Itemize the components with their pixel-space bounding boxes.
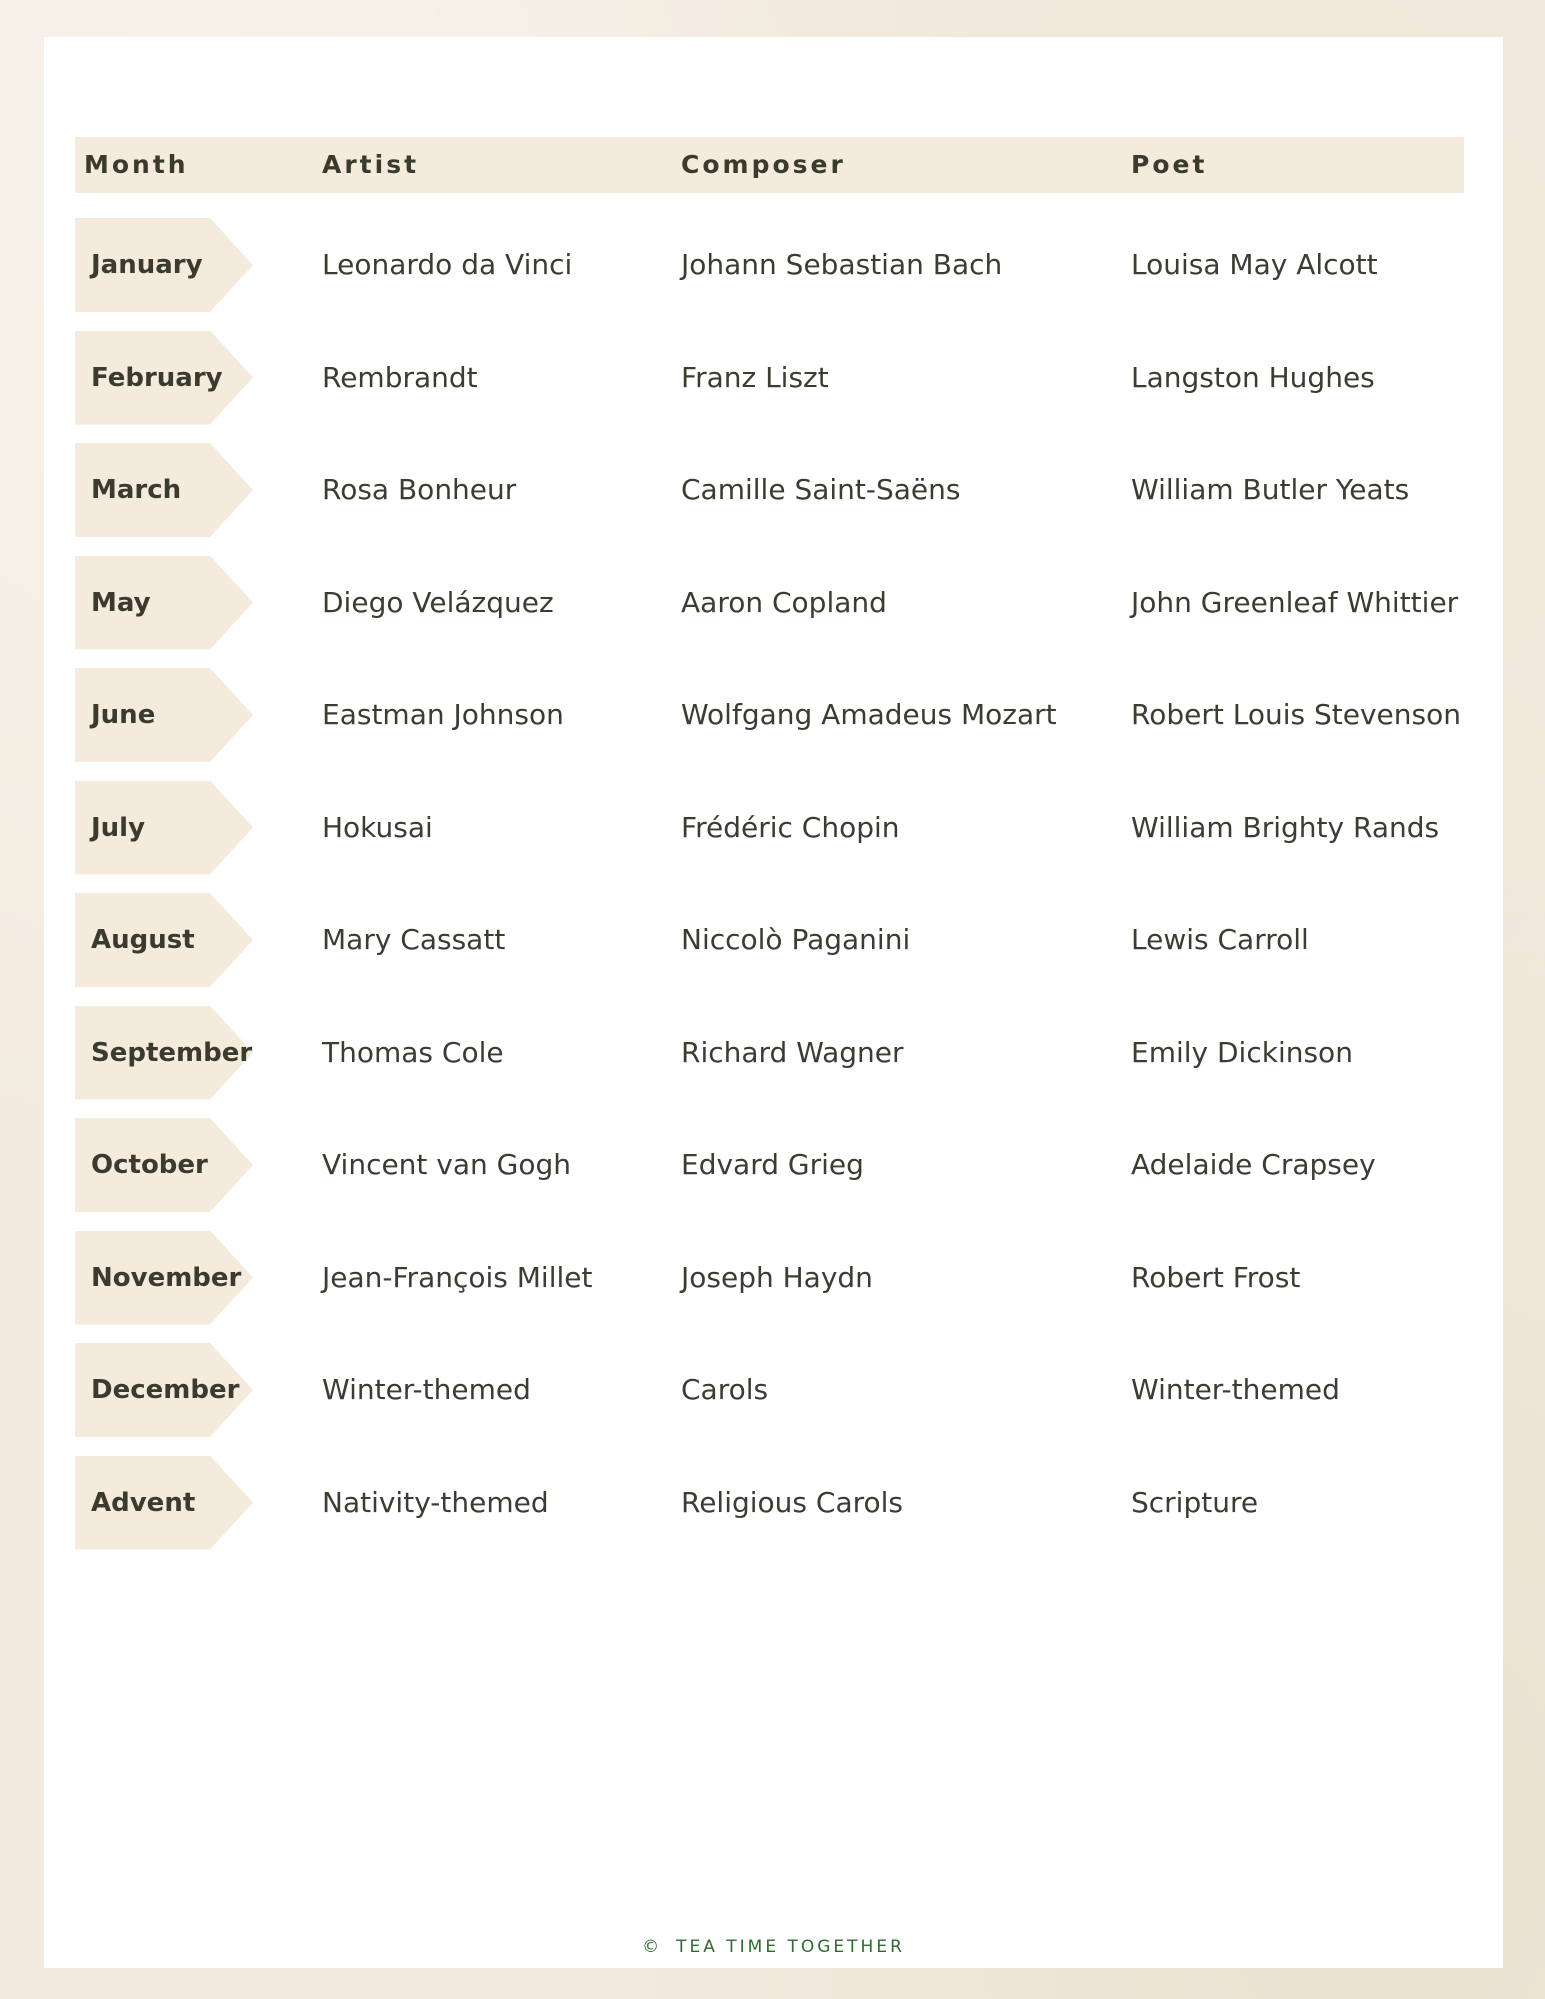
month-label: June bbox=[91, 700, 156, 730]
table-row bbox=[75, 443, 1464, 537]
poet-cell: Scripture bbox=[1131, 1485, 1259, 1519]
artist-cell: Leonardo da Vinci bbox=[322, 248, 573, 281]
poet-cell: John Greenleaf Whittier bbox=[1131, 585, 1459, 619]
table-row bbox=[75, 1006, 1464, 1100]
composer-cell: Richard Wagner bbox=[681, 1035, 904, 1069]
month-label: February bbox=[91, 362, 223, 393]
composer-cell: Edvard Grieg bbox=[681, 1148, 864, 1181]
month-label: December bbox=[91, 1375, 240, 1405]
poet-cell: Robert Louis Stevenson bbox=[1131, 698, 1461, 731]
artist-cell: Rembrandt bbox=[322, 360, 478, 394]
artist-cell: Eastman Johnson bbox=[322, 698, 564, 731]
month-label: October bbox=[91, 1150, 208, 1180]
month-label: March bbox=[91, 475, 182, 505]
month-label: July bbox=[91, 812, 146, 843]
composer-cell: Religious Carols bbox=[681, 1485, 904, 1519]
table-row bbox=[75, 331, 1464, 425]
composer-cell: Wolfgang Amadeus Mozart bbox=[681, 698, 1057, 731]
table-row bbox=[75, 1343, 1464, 1437]
month-label: Advent bbox=[91, 1487, 196, 1518]
artist-cell: Thomas Cole bbox=[322, 1035, 504, 1069]
table-body bbox=[75, 218, 1464, 1568]
header-poet: Poet bbox=[1131, 150, 1208, 179]
month-label: January bbox=[91, 250, 203, 280]
composer-cell: Joseph Haydn bbox=[681, 1260, 873, 1294]
poet-cell: Louisa May Alcott bbox=[1131, 248, 1378, 281]
composer-cell: Aaron Copland bbox=[681, 585, 887, 619]
poet-cell: William Brighty Rands bbox=[1131, 810, 1440, 844]
month-label: August bbox=[91, 925, 195, 955]
header-month: Month bbox=[84, 150, 189, 179]
poet-cell: Robert Frost bbox=[1131, 1260, 1301, 1294]
artist-cell: Jean-François Millet bbox=[322, 1260, 593, 1294]
table-row bbox=[75, 893, 1464, 987]
composer-cell: Camille Saint-Saëns bbox=[681, 473, 961, 506]
composer-cell: Carols bbox=[681, 1373, 769, 1406]
artist-cell: Rosa Bonheur bbox=[322, 473, 517, 506]
composer-cell: Frédéric Chopin bbox=[681, 810, 900, 844]
artist-cell: Nativity-themed bbox=[322, 1485, 549, 1519]
composer-cell: Johann Sebastian Bach bbox=[681, 248, 1003, 281]
copyright-icon: © bbox=[642, 1937, 663, 1957]
composer-cell: Niccolò Paganini bbox=[681, 923, 911, 956]
table-header bbox=[75, 137, 1464, 193]
artist-cell: Diego Velázquez bbox=[322, 585, 554, 619]
table-row bbox=[75, 218, 1464, 312]
table-row bbox=[75, 1456, 1464, 1550]
table-row bbox=[75, 1118, 1464, 1212]
month-label: September bbox=[91, 1037, 253, 1068]
month-label: November bbox=[91, 1262, 242, 1293]
poet-cell: William Butler Yeats bbox=[1131, 473, 1410, 506]
artist-cell: Winter-themed bbox=[322, 1373, 531, 1406]
header-composer: Composer bbox=[681, 150, 846, 179]
poet-cell: Winter-themed bbox=[1131, 1373, 1340, 1406]
artist-cell: Hokusai bbox=[322, 810, 433, 844]
header-artist: Artist bbox=[322, 150, 420, 179]
poet-cell: Lewis Carroll bbox=[1131, 923, 1309, 956]
poet-cell: Emily Dickinson bbox=[1131, 1035, 1353, 1069]
poet-cell: Adelaide Crapsey bbox=[1131, 1148, 1376, 1181]
footer-text: TEA TIME TOGETHER bbox=[676, 1937, 905, 1957]
month-label: May bbox=[91, 587, 151, 618]
table-row bbox=[75, 781, 1464, 875]
artist-cell: Vincent van Gogh bbox=[322, 1148, 572, 1181]
document-page bbox=[44, 37, 1503, 1968]
table-row bbox=[75, 668, 1464, 762]
footer-copyright bbox=[44, 1937, 1503, 1957]
table-row bbox=[75, 556, 1464, 650]
table-row bbox=[75, 1231, 1464, 1325]
artist-cell: Mary Cassatt bbox=[322, 923, 506, 956]
composer-cell: Franz Liszt bbox=[681, 360, 829, 394]
poet-cell: Langston Hughes bbox=[1131, 360, 1375, 394]
